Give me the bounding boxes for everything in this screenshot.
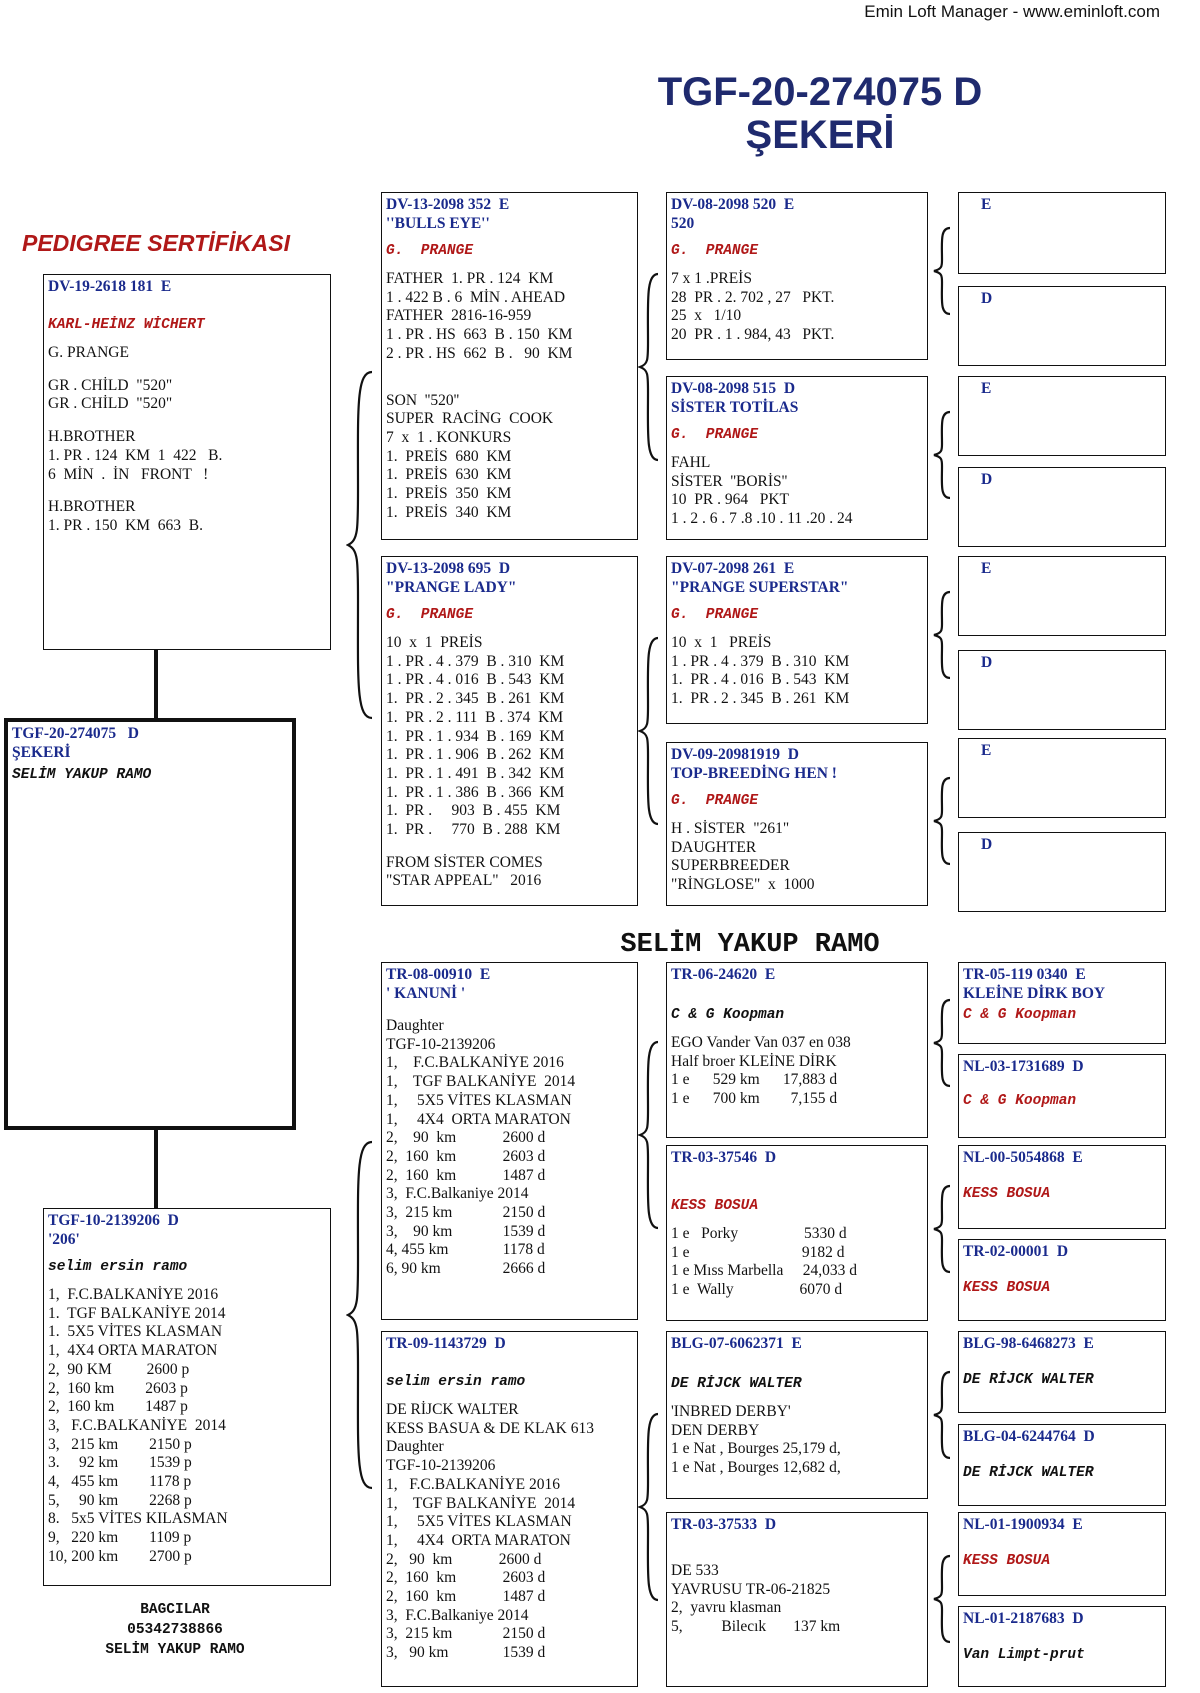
pedigree-line: 1. PREİS 680 KM — [386, 447, 512, 465]
breeder-name: KESS BOSUA — [671, 1198, 759, 1214]
breeder-name: selim ersin ramo — [386, 1374, 526, 1390]
pedigree-gen3-3 — [666, 742, 928, 906]
connector-sire — [154, 650, 158, 718]
pedigree-line: 5, 90 km 2268 p — [48, 1491, 192, 1509]
pedigree-line — [48, 484, 326, 498]
ring-number: NL-01-1900934 E — [963, 1516, 1083, 1533]
pedigree-line: FROM SİSTER COMES — [386, 853, 543, 871]
breeder-name: KESS BOSUA — [963, 1280, 1051, 1296]
pedigree-line: 3, 90 km 1539 d — [386, 1644, 546, 1662]
ring-number: DV-07-2098 261 E — [671, 560, 795, 577]
pedigree-gen3-2 — [666, 556, 928, 724]
pedigree-gen4-8 — [958, 962, 1166, 1044]
pedigree-line: 1 e Porky 5330 d — [671, 1225, 847, 1242]
pedigree-gen4-1 — [958, 286, 1166, 366]
pedigree-line: YAVRUSU TR-06-21825 — [671, 1580, 831, 1598]
bird-name: "PRANGE SUPERSTAR" — [671, 579, 849, 596]
pedigree-gen3-1 — [666, 376, 928, 540]
pedigree-notes — [671, 454, 923, 529]
pedigree-gen3-7 — [666, 1512, 928, 1687]
pedigree-line: 3, F.C.Balkaniye 2014 — [386, 1606, 529, 1624]
pedigree-line: Daughter — [386, 1438, 444, 1456]
pedigree-line: H.BROTHER — [48, 428, 136, 446]
pedigree-gen3-6 — [666, 1331, 928, 1499]
pedigree-line: 1 . 422 B . 6 MİN . AHEAD — [386, 288, 566, 306]
pedigree-line: 1. TGF BALKANİYE 2014 — [48, 1304, 226, 1322]
pedigree-notes — [386, 270, 633, 522]
breeder-name: SELİM YAKUP RAMO — [12, 767, 152, 783]
pedigree-line: GR . CHİLD "520" — [48, 395, 173, 413]
pedigree-notes — [671, 1225, 923, 1300]
pedigree-gen4-10 — [958, 1145, 1166, 1229]
pedigree-line: 1, TGF BALKANİYE 2014 — [386, 1073, 576, 1091]
ring-number: BLG-98-6468273 E — [963, 1335, 1094, 1352]
pedigree-line: 6, 90 km 2666 d — [386, 1260, 546, 1278]
bird-name: KLEİNE DİRK BOY — [963, 985, 1106, 1002]
brace-gen3-2 — [932, 590, 956, 680]
pedigree-line: 2, 90 km 2600 d — [386, 1129, 546, 1147]
pedigree-line: 1 . PR . HS 663 B . 150 KM — [386, 326, 573, 344]
ring-number: NL-01-2187683 D — [963, 1610, 1084, 1627]
pedigree-notes — [386, 1003, 633, 1279]
pedigree-line: 1 e Nat , Bourges 12,682 d, — [671, 1459, 841, 1477]
pedigree-gen2-2 — [381, 962, 638, 1320]
pedigree-notes — [671, 634, 923, 709]
ring-number: NL-03-1731689 D — [963, 1058, 1084, 1075]
pedigree-line: SON ''520'' — [386, 391, 460, 409]
pedigree-line: 2, 160 km 1487 p — [48, 1398, 188, 1416]
breeder-name: C & G Koopman — [671, 1007, 785, 1023]
pedigree-line: Half broer KLEİNE DİRK — [671, 1052, 837, 1070]
pedigree-subject[interactable] — [4, 718, 296, 1130]
pedigree-line: 1, 5X5 VİTES KLASMAN — [386, 1513, 572, 1531]
brace-gen2-3 — [638, 1412, 664, 1602]
ring-number: BLG-04-6244764 D — [963, 1428, 1095, 1445]
pedigree-line: FATHER 2816-16-959 — [386, 307, 532, 325]
pedigree-line: 1. PREİS 630 KM — [386, 466, 512, 484]
pedigree-line — [671, 1534, 923, 1548]
certificate-label: PEDIGREE SERTİFİKASI — [22, 230, 290, 256]
ring-number: NL-00-5054868 E — [963, 1149, 1083, 1166]
connector-dam — [154, 1130, 158, 1208]
pedigree-gen4-4 — [958, 556, 1166, 636]
bird-name: "PRANGE LADY" — [386, 579, 517, 596]
pedigree-line: 1 e 700 km 7,155 d — [671, 1090, 838, 1108]
pedigree-line: 3, 90 km 1539 d — [386, 1222, 546, 1240]
pedigree-line: DAUGHTER — [671, 838, 757, 856]
pedigree-gen4-15 — [958, 1606, 1166, 1687]
pedigree-line: TGF-10-2139206 — [386, 1035, 496, 1053]
pedigree-line: 7 x 1 .PREİS — [671, 270, 752, 287]
pedigree-line: Daughter — [386, 1017, 444, 1034]
pedigree-gen3-5 — [666, 1145, 928, 1321]
breeder-name: KESS BOSUA — [963, 1186, 1051, 1202]
pedigree-line: 2, 160 km 2603 d — [386, 1569, 546, 1587]
pedigree-line: 1. PR . 2 . 345 B . 261 KM — [386, 690, 565, 708]
pedigree-line: 10 x 1 PREİS — [386, 634, 483, 651]
ring-number: TR-05-119 0340 E — [963, 966, 1086, 983]
brace-gen2-0 — [638, 272, 664, 462]
ring-number: E — [981, 742, 992, 759]
brace-dam-parents — [346, 1140, 378, 1490]
pedigree-line: FAHL — [671, 454, 711, 471]
breeder-center: SELİM YAKUP RAMO — [620, 930, 880, 960]
ring-number: TR-02-00001 D — [963, 1243, 1069, 1260]
pedigree-line: 3, 215 km 2150 d — [386, 1204, 546, 1222]
pedigree-gen4-6 — [958, 738, 1166, 818]
pedigree-line — [386, 1003, 633, 1017]
pedigree-line: 1. PR . 903 B . 455 KM — [386, 802, 561, 820]
pedigree-gen4-14 — [958, 1512, 1166, 1596]
ring-number: D — [981, 290, 993, 307]
breeder-name: Van Limpt-prut — [963, 1647, 1085, 1663]
pedigree-line: 1, 4X4 ORTA MARATON — [386, 1531, 571, 1549]
pedigree-line: 1. PR . 2 . 345 B . 261 KM — [671, 690, 850, 708]
ring-number: DV-09-20981919 D — [671, 746, 800, 763]
pedigree-line — [48, 363, 326, 377]
ring-number: E — [981, 380, 992, 397]
pedigree-line: SİSTER ''BORİS'' — [671, 472, 788, 490]
pedigree-line: H.BROTHER — [48, 498, 136, 516]
pedigree-notes — [671, 270, 923, 345]
brace-gen2-2 — [638, 1040, 664, 1230]
pedigree-line: 2, 90 km 2600 d — [386, 1550, 542, 1568]
pedigree-line: 28 PR . 2. 702 , 27 PKT. — [671, 288, 835, 306]
bird-name: 520 — [671, 215, 695, 232]
breeder-name: DE RİJCK WALTER — [963, 1372, 1094, 1388]
pedigree-line: 1, F.C.BALKANİYE 2016 — [48, 1286, 219, 1303]
pedigree-line: 3, 215 km 2150 d — [386, 1625, 546, 1643]
brace-gen3-3 — [932, 776, 956, 866]
breeder-name: C & G Koopman — [963, 1093, 1077, 1109]
pedigree-line: G. PRANGE — [48, 344, 129, 361]
pedigree-line: 1, TGF BALKANİYE 2014 — [386, 1494, 576, 1512]
title-name: ŞEKERİ — [745, 113, 895, 157]
pedigree-line: 1. PREİS 350 KM — [386, 485, 512, 503]
bird-name: ''BULLS EYE'' — [386, 215, 490, 232]
bird-name: ŞEKERİ — [12, 744, 71, 761]
bird-name: ' KANUNİ ' — [386, 985, 466, 1002]
ring-number: TR-03-37533 D — [671, 1516, 777, 1533]
ring-number: E — [981, 196, 992, 213]
brace-gen3-0 — [932, 226, 956, 316]
pedigree-line: 25 x 1/10 — [671, 307, 742, 325]
pedigree-gen2-1 — [381, 556, 638, 906]
pedigree-gen2-0 — [381, 192, 638, 540]
pedigree-line: 20 PR . 1 . 984, 43 PKT. — [671, 326, 835, 344]
brace-gen3-5 — [932, 1184, 956, 1274]
pedigree-line: 3, F.C.BALKANİYE 2014 — [48, 1416, 226, 1434]
pedigree-line — [48, 414, 326, 428]
pedigree-line: 1, 4X4 ORTA MARATON — [48, 1342, 218, 1360]
ring-number: TGF-10-2139206 D — [48, 1212, 179, 1229]
pedigree-line: DE 533 — [671, 1562, 719, 1579]
pedigree-line: SUPERBREEDER — [671, 857, 790, 875]
pedigree-line: 4, 455 km 1178 d — [386, 1241, 545, 1259]
pedigree-line: 9, 220 km 1109 p — [48, 1529, 192, 1547]
pedigree-line: 1. PR . 2 . 111 B . 374 KM — [386, 708, 564, 726]
pedigree-line: 1, 5X5 VİTES KLASMAN — [386, 1091, 572, 1109]
pedigree-line: 10, 200 km 2700 p — [48, 1547, 192, 1565]
pedigree-gen3-4 — [666, 962, 928, 1138]
breeder-name: DE RİJCK WALTER — [963, 1465, 1094, 1481]
pedigree-line: 1. PR . 1 . 934 B . 169 KM — [386, 727, 565, 745]
ring-number: BLG-07-6062371 E — [671, 1335, 802, 1352]
breeder-name: KARL-HEİNZ WİCHERT — [48, 317, 205, 333]
pedigree-line: 1. PR . 1 . 386 B . 366 KM — [386, 783, 565, 801]
pedigree-line: 1. PR . 4 . 016 B . 543 KM — [671, 671, 850, 689]
pedigree-notes — [48, 1286, 326, 1567]
app-header: Emin Loft Manager - www.eminloft.com — [864, 2, 1160, 21]
breeder-name: G. PRANGE — [671, 793, 759, 809]
pedigree-line: 1. PREİS 340 KM — [386, 503, 512, 521]
brace-gen2-1 — [638, 636, 664, 826]
pedigree-line: 2, 160 km 2603 p — [48, 1379, 188, 1397]
pedigree-line: 8. 5x5 VİTES KILASMAN — [48, 1510, 228, 1528]
ring-number: DV-08-2098 520 E — [671, 196, 795, 213]
bird-name: '206' — [48, 1231, 80, 1248]
pedigree-notes — [671, 1034, 923, 1109]
brace-gen3-4 — [932, 998, 956, 1088]
ring-number: TR-06-24620 E — [671, 966, 776, 983]
pedigree-line: 1 e Mıss Marbella 24,033 d — [671, 1262, 857, 1280]
pedigree-line: 1. PR . 1 . 491 B . 342 KM — [386, 764, 565, 782]
pedigree-gen4-3 — [958, 467, 1166, 547]
bird-name: SİSTER TOTİLAS — [671, 399, 799, 416]
ring-number: DV-13-2098 695 D — [386, 560, 511, 577]
footer-owner: SELİM YAKUP RAMO — [105, 1642, 245, 1658]
pedigree-line: 3, 215 km 2150 p — [48, 1435, 192, 1453]
breeder-name: G. PRANGE — [671, 427, 759, 443]
brace-gen3-1 — [932, 410, 956, 500]
pedigree-line: GR . CHİLD "520" — [48, 376, 173, 394]
pedigree-line: KESS BASUA & DE KLAK 613 — [386, 1419, 594, 1437]
pedigree-line: 1 . PR . 4 . 016 B . 543 KM — [386, 671, 565, 689]
pedigree-line: 1, 4X4 ORTA MARATON — [386, 1110, 571, 1128]
brace-gen3-6 — [932, 1370, 956, 1460]
pedigree-line: DEN DERBY — [671, 1421, 760, 1439]
pedigree-line: SUPER RACİNG COOK — [386, 410, 554, 428]
pedigree-notes — [671, 820, 923, 895]
pedigree-line: 3, F.C.Balkaniye 2014 — [386, 1185, 529, 1203]
pedigree-line: 1 e Wally 6070 d — [671, 1281, 843, 1299]
ring-number: TR-08-00910 E — [386, 966, 491, 983]
pedigree-line — [386, 378, 633, 392]
pedigree-gen4-11 — [958, 1239, 1166, 1321]
ring-number: TR-03-37546 D — [671, 1149, 777, 1166]
pedigree-line: 2, 160 km 2603 d — [386, 1147, 546, 1165]
pedigree-line: EGO Vander Van 037 en 038 — [671, 1034, 851, 1051]
title-ring: TGF-20-274075 D — [657, 70, 983, 114]
pedigree-line: 1. PR . 770 B . 288 KM — [386, 821, 561, 839]
pedigree-gen4-7 — [958, 832, 1166, 912]
pedigree-line — [386, 840, 633, 854]
pedigree-line: 5, Bilecık 137 km — [671, 1618, 841, 1636]
pedigree-line: 2, 160 km 1487 d — [386, 1588, 546, 1606]
pedigree-line: 1 e 529 km 17,883 d — [671, 1071, 838, 1089]
breeder-name: DE RİJCK WALTER — [671, 1376, 802, 1392]
pedigree-gen4-0 — [958, 192, 1166, 274]
pedigree-sire — [43, 274, 331, 650]
brace-gen3-7 — [932, 1554, 956, 1644]
pedigree-line: 6 MİN . İN FRONT ! — [48, 465, 209, 483]
pedigree-line: FATHER 1. PR . 124 KM — [386, 270, 554, 287]
pedigree-gen2-3 — [381, 1331, 638, 1687]
breeder-name: C & G Koopman — [963, 1007, 1077, 1023]
breeder-name: KESS BOSUA — [963, 1553, 1051, 1569]
ring-number: D — [981, 836, 993, 853]
pedigree-line — [671, 1548, 923, 1562]
brace-sire-parents — [346, 370, 378, 720]
pedigree-line: 10 PR . 964 PKT — [671, 491, 789, 509]
bird-name: TOP-BREEDİNG HEN ! — [671, 765, 837, 782]
footer-address — [40, 1600, 310, 1660]
pedigree-line: 7 x 1 . KONKURS — [386, 428, 512, 446]
pedigree-line: 2, 160 km 1487 d — [386, 1166, 546, 1184]
pedigree-line: 2, 90 KM 2600 p — [48, 1360, 190, 1378]
pedigree-line: 1. 5X5 VİTES KLASMAN — [48, 1323, 223, 1341]
pedigree-gen4-12 — [958, 1331, 1166, 1413]
pedigree-line: 4, 455 km 1178 p — [48, 1473, 192, 1491]
pedigree-line: 2 . PR . HS 662 B . 90 KM — [386, 344, 573, 362]
pedigree-line: H . SİSTER "261" — [671, 820, 790, 837]
pedigree-notes — [671, 1403, 923, 1478]
breeder-name: G. PRANGE — [386, 243, 474, 259]
ring-number: DV-13-2098 352 E — [386, 196, 510, 213]
breeder-name: G. PRANGE — [386, 607, 474, 623]
pedigree-gen4-5 — [958, 650, 1166, 730]
ring-number: DV-19-2618 181 E — [48, 278, 172, 295]
pedigree-line: 1 . 2 . 6 . 7 .8 .10 . 11 .20 . 24 — [671, 510, 853, 528]
ring-number: DV-08-2098 515 D — [671, 380, 796, 397]
pedigree-line: 1 e Nat , Bourges 25,179 d, — [671, 1440, 841, 1458]
ring-number: D — [981, 471, 993, 488]
pedigree-notes — [48, 344, 326, 536]
pedigree-line: 1, F.C.BALKANİYE 2016 — [386, 1054, 564, 1072]
pedigree-gen3-0 — [666, 192, 928, 360]
ring-number: TGF-20-274075 D — [12, 725, 140, 742]
ring-number: TR-09-1143729 D — [386, 1335, 506, 1352]
pedigree-line: 1. PR . 1 . 906 B . 262 KM — [386, 746, 565, 764]
pedigree-line: "STAR APPEAL" 2016 — [386, 872, 542, 890]
pedigree-line: 10 x 1 PREİS — [671, 634, 772, 651]
pedigree-line: "RİNGLOSE" x 1000 — [671, 876, 815, 894]
pedigree-line: 1, F.C.BALKANİYE 2016 — [386, 1475, 560, 1493]
pedigree-notes — [671, 1534, 923, 1637]
pedigree-line — [386, 364, 633, 378]
pedigree-gen4-2 — [958, 376, 1166, 456]
pedigree-line: 1. PR . 150 KM 663 B. — [48, 516, 204, 534]
pedigree-line: 3. 92 km 1539 p — [48, 1454, 192, 1472]
pedigree-gen4-9 — [958, 1054, 1166, 1138]
breeder-name: G. PRANGE — [671, 243, 759, 259]
footer-city: BAGCILAR — [140, 1602, 210, 1618]
breeder-name: selim ersin ramo — [48, 1259, 188, 1275]
breeder-name: G. PRANGE — [671, 607, 759, 623]
pedigree-dam — [43, 1208, 331, 1586]
pedigree-line: 1 . PR . 4 . 379 B . 310 KM — [671, 652, 850, 670]
pedigree-line: 'INBRED DERBY' — [671, 1403, 791, 1420]
ring-number: D — [981, 654, 993, 671]
pedigree-notes — [386, 634, 633, 891]
footer-phone: 05342738866 — [127, 1622, 223, 1638]
pedigree-line: 1 e 9182 d — [671, 1243, 845, 1261]
pedigree-notes — [386, 1401, 633, 1663]
pedigree-gen4-13 — [958, 1424, 1166, 1506]
pedigree-line: 2, yavru klasman — [671, 1599, 782, 1617]
ring-number: E — [981, 560, 992, 577]
pedigree-line: TGF-10-2139206 — [386, 1457, 496, 1475]
pedigree-line: 1. PR . 124 KM 1 422 B. — [48, 446, 223, 464]
pedigree-line: 1 . PR . 4 . 379 B . 310 KM — [386, 652, 565, 670]
pedigree-line: DE RİJCK WALTER — [386, 1401, 519, 1418]
